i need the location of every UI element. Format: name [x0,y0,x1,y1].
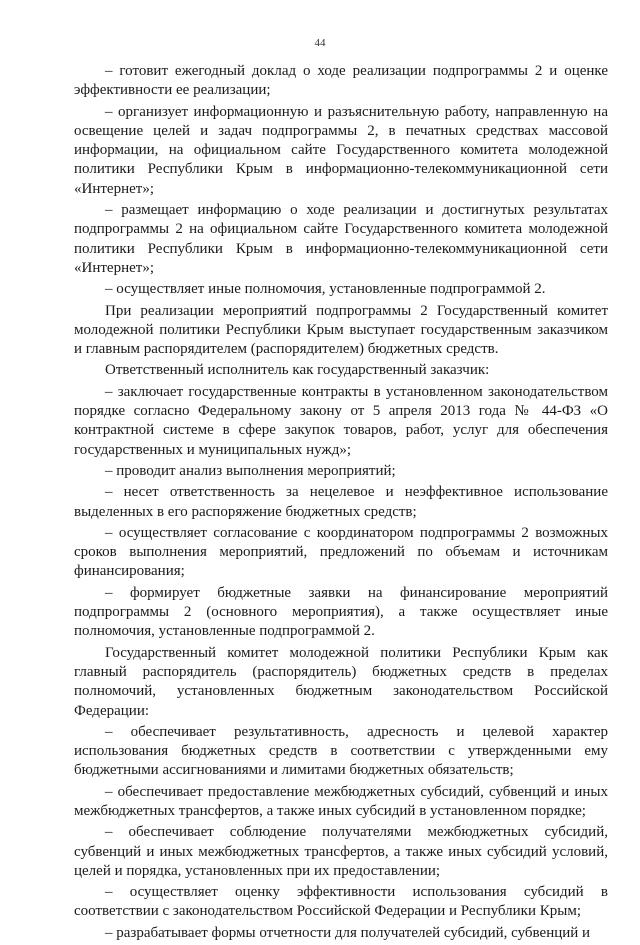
paragraph: – организует информационную и разъяснительную работу, направленную на освещение целей и задач подпрограммы 2, в печатных средствах массовой информации, на официальном сайте Государственного комитета молодежной политики Республики Крым в информационно-телекоммуникационной сети «Интернет»; [74,103,608,197]
paragraph: – размещает информацию о ходе реализации и достигнутых результатах подпрограммы 2 на официальном сайте Государственного комитета молодежной политики Республики Крым в информационно-телекоммуникационной сети «Интернет»; [74,202,608,276]
paragraph: – проводит анализ выполнения мероприятий; [105,462,396,479]
paragraph: – обеспечивает соблюдение получателями межбюджетных субсидий, субвенций и иных межбюджетных трансфертов, а также иных субсидий условий, целей и порядка, установленных при их предоставлении; [74,824,608,879]
paragraph: Ответственный исполнитель как государственный заказчик: [105,362,490,379]
paragraph: – формирует бюджетные заявки на финансирование мероприятий подпрограммы 2 (основного мероприятия), а также осуществляет иные полномочия, установленные подпрограммой 2. [74,584,608,640]
paragraph: – обеспечивает предоставление межбюджетных субсидий, субвенций и иных межбюджетных трансфертов, а также иных субсидий в установленном порядке; [74,783,608,819]
paragraph: При реализации мероприятий подпрограммы 2 Государственный комитет молодежной политики Республики Крым выступает государственным заказчиком и главным распорядителем (распорядителем) бюджетных средств. [74,302,608,358]
paragraph: – заключает государственные контракты в установленном законодательством порядке согласно Федеральному закону от 5 апреля 2013 года № 44-ФЗ «О контрактной системе в сфере закупок товаров, работ, услуг для обеспечения государственных и муниципальных нужд»; [74,383,608,458]
paragraph: – осуществляет иные полномочия, установленные подпрограммой 2. [105,281,546,298]
paragraph: – готовит ежегодный доклад о ходе реализации подпрограммы 2 и оценке эффективности ее реализации; [74,63,608,99]
paragraph: – осуществляет оценку эффективности использования субсидий в соответствии с законодательством Российской Федерации и Республики Крым; [74,884,608,920]
paragraph: – обеспечивает результативность, адресность и целевой характер использования бюджетных средств в соответствии с утвержденными ему бюджетными ассигнованиями и лимитами бюджетных обязательств; [74,723,608,779]
paragraph: – несет ответственность за нецелевое и неэффективное использование выделенных в его распоряжение бюджетных средств; [74,484,608,520]
document-body [74,62,608,945]
paragraph: Государственный комитет молодежной политики Республики Крым как главный распорядитель (распорядитель) бюджетных средств в пределах полномочий, установленных бюджетным законодательством Российской Федерации: [74,644,608,719]
paragraph: – осуществляет согласование с координатором подпрограммы 2 возможных сроков выполнения мероприятий, предложений по объемам и источникам финансирования; [74,524,608,580]
page-number: 44 [314,37,326,49]
paragraph: – разрабатывает формы отчетности для получателей субсидий, субвенций и [105,924,591,941]
